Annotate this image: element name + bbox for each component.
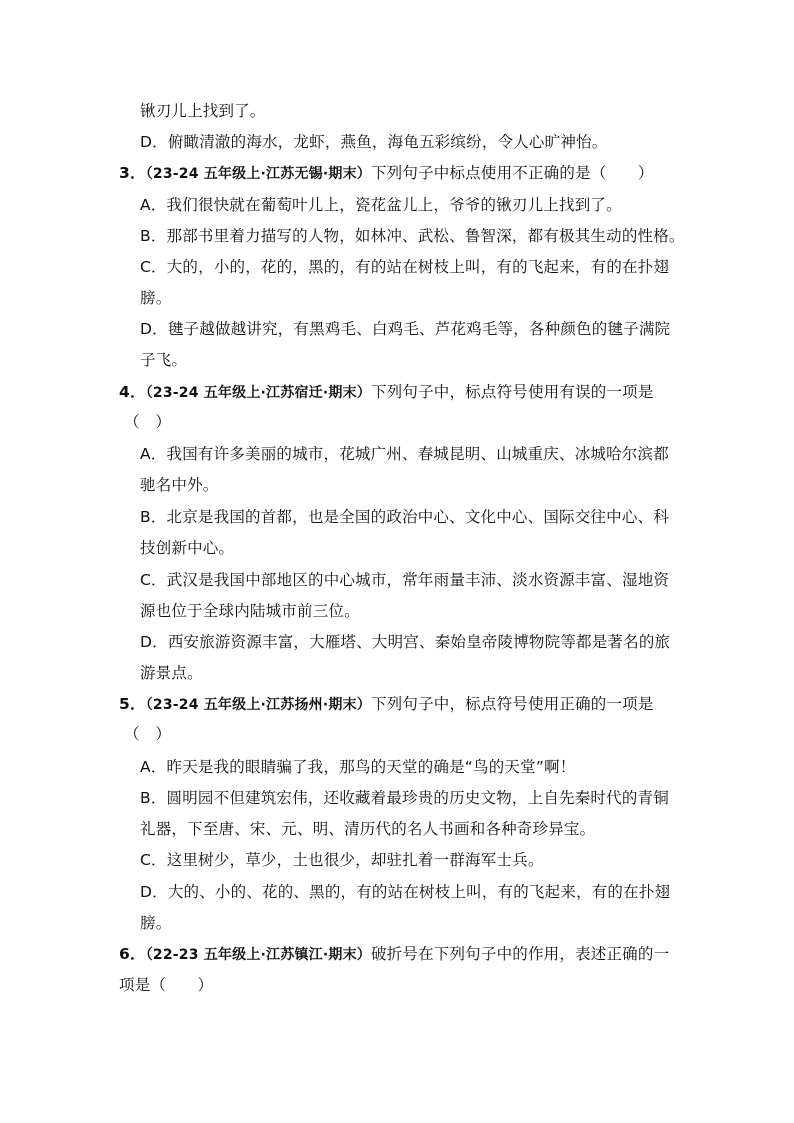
question-4-stem (119, 382, 654, 403)
option-a-continuation: 驰名中外。 (140, 476, 219, 494)
option-c: C．这里树少，草少，土也很少，却驻扎着一群海军士兵。 (140, 851, 544, 869)
question-5-stem (119, 694, 654, 715)
question-text: 破折号在下列句子中的作用，表述正确的一 (370, 945, 670, 963)
option-b: B．北京是我国的首都，也是全国的政治中心、文化中心、国际交往中心、科 (140, 508, 669, 526)
question-source: （23-24 五年级上·江苏无锡·期末） (145, 166, 371, 182)
question-text: 下列句子中标点使用不正确的是（ ） (370, 164, 654, 182)
answer-parentheses: （ ） (124, 413, 172, 431)
option-d-continuation: 游景点。 (140, 664, 203, 682)
option-b-continuation: 礼器，下至唐、宋、元、明、清历代的名人书画和各种奇珍异宝。 (140, 820, 596, 838)
question-text: 下列句子中，标点符号使用正确的一项是 (370, 695, 654, 713)
option-a: A．我国有许多美丽的城市，花城广州、春城昆明、山城重庆、冰城哈尔滨都 (140, 445, 669, 463)
question-number: 3． (119, 164, 146, 182)
option-b: B．那部书里着力描写的人物，如林冲、武松、鲁智深，都有极其生动的性格。 (140, 227, 685, 245)
option-c: C．大的，小的，花的，黑的，有的站在树枝上叫，有的飞起来，有的在扑翅 (140, 258, 670, 276)
question-source: （22-23 五年级上·江苏镇江·期末） (145, 947, 371, 963)
answer-parentheses: （ ） (124, 725, 172, 743)
question-number: 4． (119, 383, 146, 401)
option-d: D．毽子越做越讲究，有黑鸡毛、白鸡毛、芦花鸡毛等，各种颜色的毽子满院 (140, 320, 671, 338)
option-a: A．昨天是我的眼睛骗了我，那鸟的天堂的确是“鸟的天堂”啊！ (140, 758, 576, 776)
question-source: （23-24 五年级上·江苏扬州·期末） (145, 697, 371, 713)
question-text: 下列句子中，标点符号使用有误的一项是 (370, 383, 654, 401)
question-6-continuation: 项是（ ） (119, 976, 214, 994)
option-a: A．我们很快就在葡萄叶儿上，瓷花盆儿上，爷爷的锹刃儿上找到了。 (140, 196, 622, 214)
option-b: B．圆明园不但建筑宏伟，还收藏着最珍贵的历史文物，上自先秦时代的青铜 (140, 789, 669, 807)
question-number: 6． (119, 945, 146, 963)
option-d: D．俯瞰清澈的海水，龙虾，燕鱼，海龟五彩缤纷，令人心旷神怡。 (140, 133, 608, 151)
question-6-stem (119, 944, 669, 965)
option-d: D．大的、小的、花的、黑的，有的站在树枝上叫，有的飞起来，有的在扑翅 (140, 883, 671, 901)
question-3-stem (119, 163, 654, 184)
option-c: C．武汉是我国中部地区的中心城市，常年雨量丰沛、淡水资源丰富、湿地资 (140, 571, 670, 589)
option-continuation: 锹刃儿上找到了。 (140, 102, 266, 120)
option-d: D．西安旅游资源丰富，大雁塔、大明宫、秦始皇帝陵博物院等都是著名的旅 (140, 633, 671, 651)
option-c-continuation: 源也位于全球内陆城市前三位。 (140, 602, 360, 620)
question-source: （23-24 五年级上·江苏宿迁·期末） (145, 385, 371, 401)
option-d-continuation: 子飞。 (140, 351, 188, 369)
option-c-continuation: 膀。 (140, 289, 172, 307)
option-d-continuation: 膀。 (140, 914, 172, 932)
question-number: 5． (119, 695, 146, 713)
option-b-continuation: 技创新中心。 (140, 539, 235, 557)
